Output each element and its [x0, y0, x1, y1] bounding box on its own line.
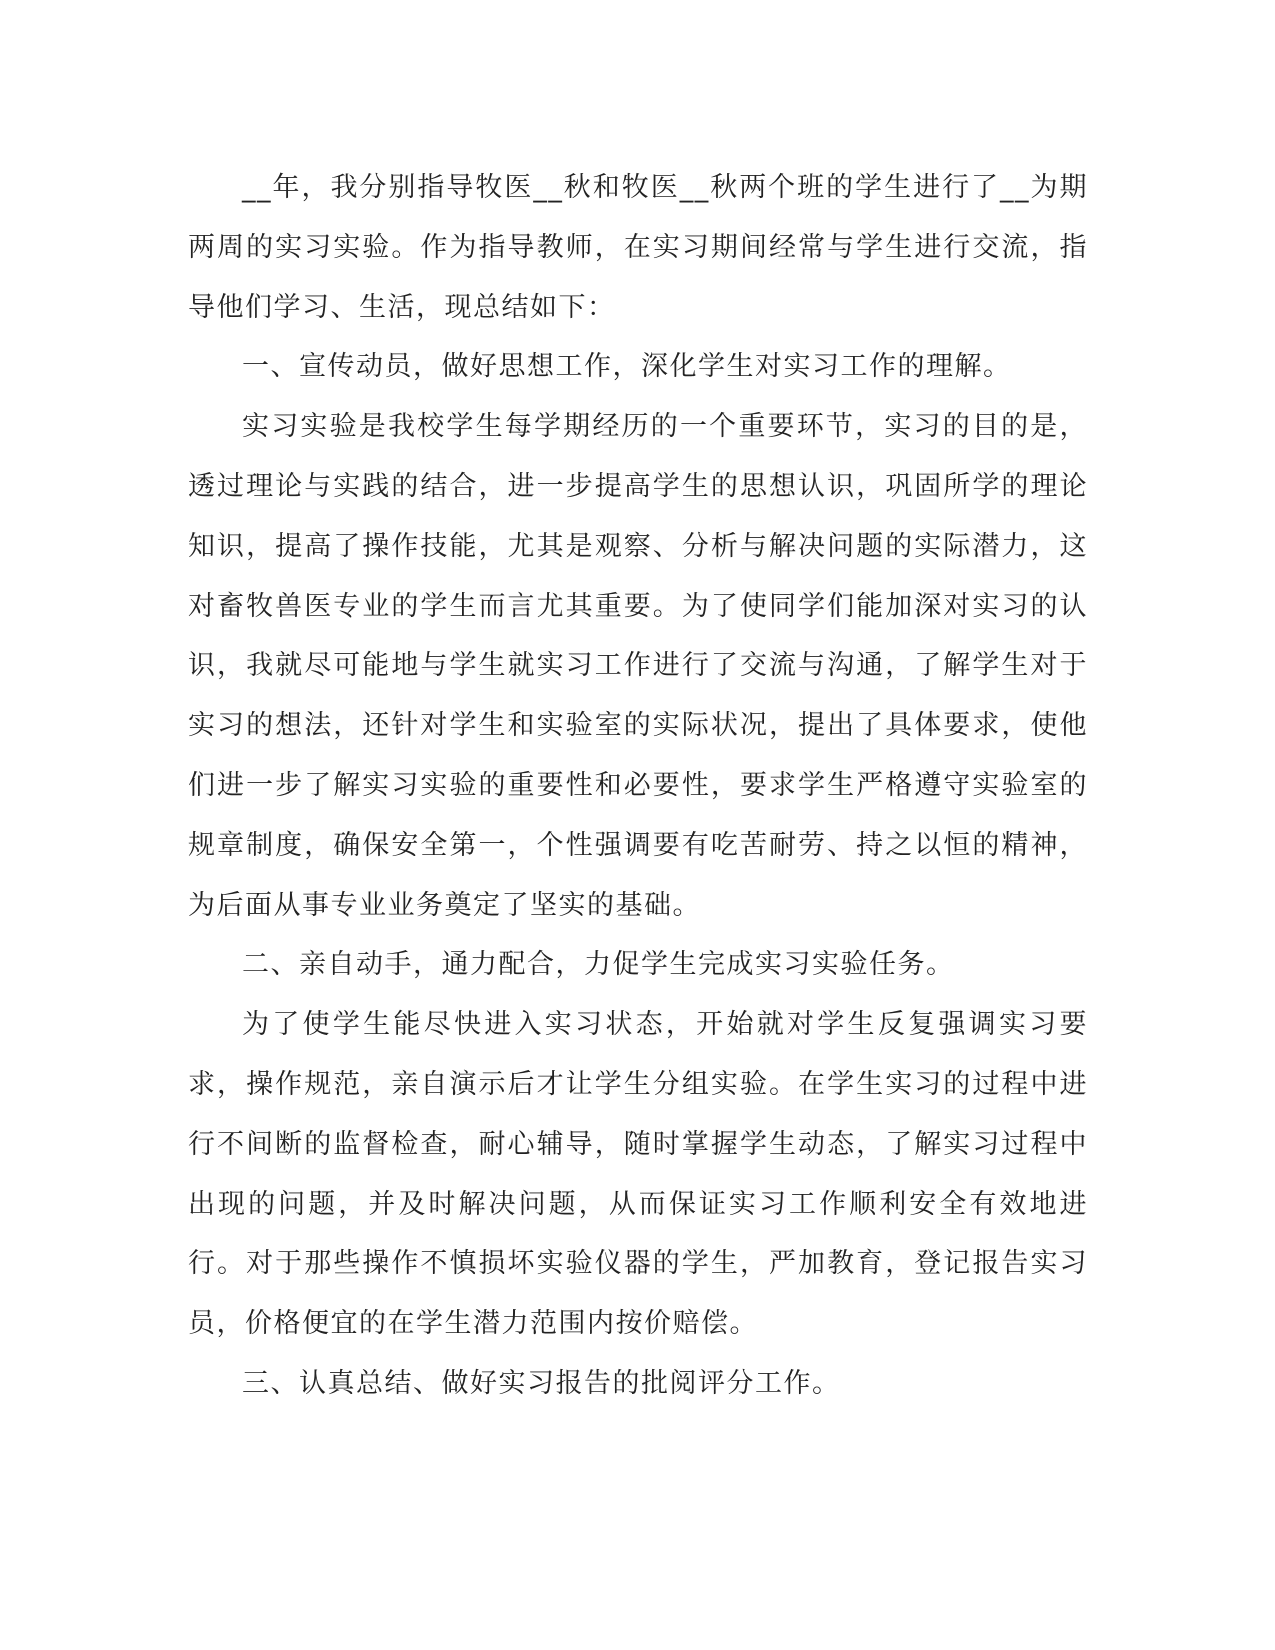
section-1-paragraph: 实习实验是我校学生每学期经历的一个重要环节，实习的目的是，透过理论与实践的结合，进一步提高学生的思想认识，巩固所学的理论知识，提高了操作技能，尤其是观察、分析与解决问题的实际潜力，这对畜牧兽医专业的学生而言尤其重要。为了使同学们能加深对实习的认识，我就尽可能地与学生就实习工作进行了交流与沟通，了解学生对于实习的想法，还针对学生和实验室的实际状况，提出了具体要求，使他们进一步了解实习实验的重要性和必要性，要求学生严格遵守实验室的规章制度，确保安全第一，个性强调要有吃苦耐劳、持之以恒的精神，为后面从事专业业务奠定了坚实的基础。 — [188, 411, 1088, 921]
section-2-paragraph: 为了使学生能尽快进入实习状态，开始就对学生反复强调实习要求，操作规范，亲自演示后才让学生分组实验。在学生实习的过程中进行不间断的监督检查，耐心辅导，随时掌握学生动态，了解实习过程中出现的问题，并及时解决问题，从而保证实习工作顺利安全有效地进行。对于那些操作不慎损坏实验仪器的学生，严加教育，登记报告实习员，价格便宜的在学生潜力范围内按价赔偿。 — [188, 1009, 1088, 1340]
intro-paragraph: __年，我分别指导牧医__秋和牧医__秋两个班的学生进行了__为期两周的实习实验。作为指导教师，在实习期间经常与学生进行交流，指导他们学习、生活，现总结如下： — [188, 172, 1088, 323]
section-heading-2: 二、亲自动手，通力配合，力促学生完成实习实验任务。 — [242, 949, 955, 981]
section-heading-3: 三、认真总结、做好实习报告的批阅评分工作。 — [242, 1367, 841, 1399]
section-heading-1: 一、宣传动员，做好思想工作，深化学生对实习工作的理解。 — [242, 351, 1012, 383]
document-body — [188, 158, 1088, 1414]
